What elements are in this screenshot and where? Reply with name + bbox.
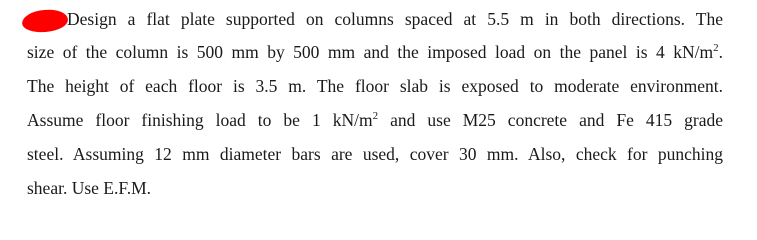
- redaction-mark: [21, 8, 68, 33]
- problem-line-4-text: Assume floor finishing load to be 1 kN/m: [27, 110, 373, 130]
- problem-line-2-end: .: [718, 42, 723, 62]
- problem-line-5: steel. Assuming 12 mm diameter bars are used, cover 30 mm. Also, check for punching: [27, 144, 723, 164]
- problem-line-4-end: and use M25 concrete and Fe 415 grade: [378, 110, 723, 130]
- problem-line-2-text: size of the column is 500 mm by 500 mm and the imposed load on the panel is 4 kN/m: [27, 42, 714, 62]
- problem-line-3: The height of each floor is 3.5 m. The floor slab is exposed to moderate environment.: [27, 76, 723, 96]
- problem-line-4: [27, 110, 723, 131]
- problem-line-1: Design a flat plate supported on columns spaced at 5.5 m in both directions. The: [67, 9, 723, 29]
- superscript-2: 2: [713, 42, 719, 54]
- superscript-2: 2: [372, 110, 379, 122]
- problem-line-6: shear. Use E.F.M.: [27, 178, 152, 198]
- problem-line-2: [27, 42, 723, 63]
